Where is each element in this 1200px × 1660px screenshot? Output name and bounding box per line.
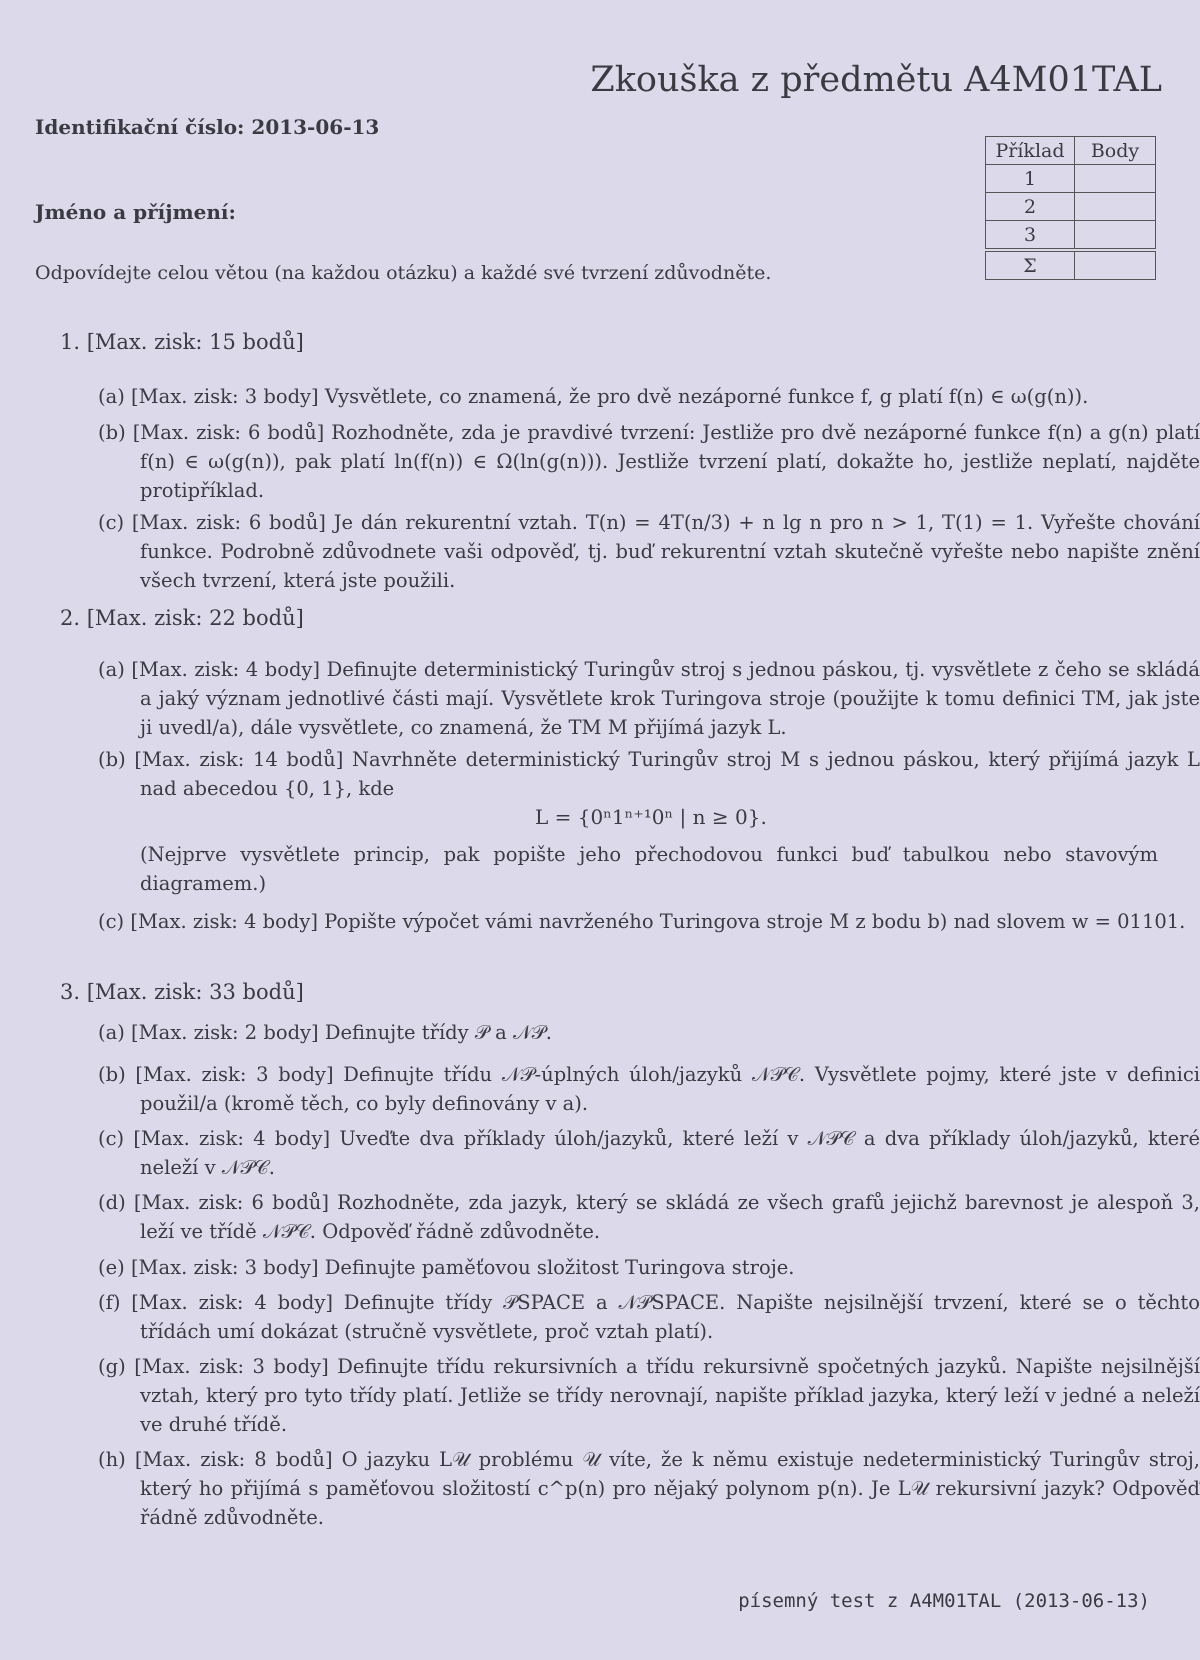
question-1b: (b) [Max. zisk: 6 bodů] Rozhodněte, zda je pravdivé tvrzení: Jestliže pro dvě nezáporné funkce f(n) a g(n) platí f(n) ∈ ω(g(n)), pak platí ln(f(n)) ∈ Ω(ln(g(n))). Jestliže tvrzení platí, dokažte ho, jestliže neplatí, najděte protipříklad. [98,421,1200,502]
score-sum-cell[interactable] [1075,250,1156,280]
score-row [986,221,1156,251]
score-table-header [986,137,1156,165]
name-field-label: Jméno a příjmení: [35,200,236,224]
question-2-heading: 2. [Max. zisk: 22 bodů] [60,606,304,630]
question-3e: (e) [Max. zisk: 3 body] Definujte paměťovou složitost Turingova stroje. [98,1256,795,1279]
score-col-points: Body [1075,137,1156,165]
exam-title: Zkouška z předmětu A4M01TAL [590,60,1162,100]
question-2b: (b) [Max. zisk: 14 bodů] Navrhněte deterministický Turingův stroj M s jednou páskou, který přijímá jazyk L nad abecedou {0, 1}, kde [98,748,1200,800]
page-footer: písemný test z A4M01TAL (2013-06-13) [738,1590,1150,1612]
score-row-label: 2 [986,193,1075,221]
score-cell[interactable] [1075,221,1156,251]
question-3a: (a) [Max. zisk: 2 body] Definujte třídy 𝒫 a 𝒩𝒫. [98,1021,552,1044]
question-3c: (c) [Max. zisk: 4 body] Uveďte dva příklady úloh/jazyků, které leží v 𝒩𝒫𝒞 a dva příklady úloh/jazyků, které neleží v 𝒩𝒫𝒞. [98,1127,1200,1179]
question-2c: (c) [Max. zisk: 4 body] Popište výpočet vámi navrženého Turingova stroje M z bodu b) nad slovem w = 01101. [98,910,1186,933]
question-3b: (b) [Max. zisk: 3 body] Definujte třídu 𝒩𝒫-úplných úloh/jazyků 𝒩𝒫𝒞. Vysvětlete pojmy, které jste v definici použil/a (kromě těch, co byly definovány v a). [98,1063,1200,1115]
score-row-label: 3 [986,221,1075,251]
language-formula: L = {0ⁿ1ⁿ⁺¹0ⁿ | n ≥ 0}. [535,805,767,829]
score-sum-row [986,250,1156,280]
identification-number: Identifikační číslo: 2013-06-13 [35,115,380,139]
question-2a: (a) [Max. zisk: 4 body] Definujte deterministický Turingův stroj s jednou páskou, tj. vysvětlete z čeho se skládá a jaký význam jednotlivé části mají. Vysvětlete krok Turingova stroje (použijte k tomu definici TM, jak jste ji uvedl/a), dále vysvětlete, co znamená, že TM M přijímá jazyk L. [98,658,1200,739]
instructions: Odpovídejte celou větou (na každou otázku) a každé své tvrzení zdůvodněte. [35,262,772,284]
score-sum-label: Σ [986,250,1075,280]
question-1c: (c) [Max. zisk: 6 bodů] Je dán rekurentní vztah. T(n) = 4T(n/3) + n lg n pro n > 1, T(1) = 1. Vyřešte chování funkce. Podrobně zdůvodnete vaši odpověď, tj. buď rekurentní vztah skutečně vyřešte nebo napište znění všech tvrzení, která jste použili. [98,511,1200,592]
score-col-problem: Příklad [986,137,1075,165]
score-row [986,165,1156,193]
score-row-label: 1 [986,165,1075,193]
question-3g: (g) [Max. zisk: 3 body] Definujte třídu rekursivních a třídu rekursivně spočetných jazyků. Napište nejsilnější vztah, který pro tyto třídy platí. Jetliže se třídy nerovnají, napište příklad jazyka, který leží v jedné a neleží ve druhé třídě. [98,1355,1200,1436]
question-3-heading: 3. [Max. zisk: 33 bodů] [60,980,304,1004]
score-row [986,193,1156,221]
question-1-heading: 1. [Max. zisk: 15 bodů] [60,330,304,354]
question-1a: (a) [Max. zisk: 3 body] Vysvětlete, co znamená, že pro dvě nezáporné funkce f, g platí f(n) ∈ ω(g(n)). [98,385,1089,408]
score-cell[interactable] [1075,193,1156,221]
score-table [985,136,1156,280]
question-3f: (f) [Max. zisk: 4 body] Definujte třídy 𝒫SPACE a 𝒩𝒫SPACE. Napište nejsilnější trvzení, které se o těchto třídách umí dokázat (stručně vysvětlete, proč vztah platí). [98,1291,1200,1343]
question-3h: (h) [Max. zisk: 8 bodů] O jazyku L𝒰 problému 𝒰 víte, že k němu existuje nedeterministický Turingův stroj, který ho přijímá s paměťovou složitostí c^p(n) pro nějaký polynom p(n). Je L𝒰 rekursivní jazyk? Odpověď řádně zdůvodněte. [98,1448,1200,1529]
question-3d: (d) [Max. zisk: 6 bodů] Rozhodněte, zda jazyk, který se skládá ze všech grafů jejichž barevnost je alespoň 3, leží ve třídě 𝒩𝒫𝒞. Odpověď řádně zdůvodněte. [98,1191,1200,1243]
score-cell[interactable] [1075,165,1156,193]
question-2b-note: (Nejprve vysvětlete princip, pak popište jeho přechodovou funkci buď tabulkou nebo stavovým diagramem.) [140,843,1158,895]
